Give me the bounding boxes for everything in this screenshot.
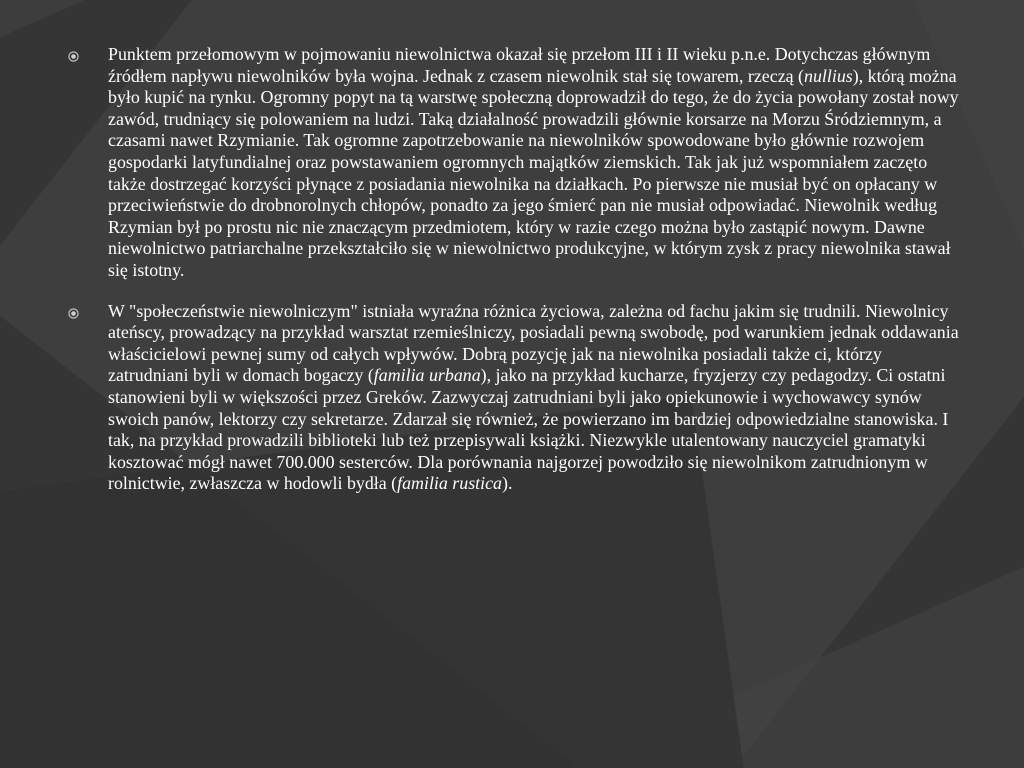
paragraph-text [108,44,966,282]
text-run: ), jako na przykład kucharze, fryzjerzy czy pedagodzy. Ci ostatni stanowieni byli w większości przez Greków. Zazwyczaj zatrudniani byli jako opiekunowie i wychowawcy synów swoich panów, lektorzy czy sekretarze. Zdarzał się również, że powierzano im bardziej odpowiedzialne stanowiska. I tak, na przykład prowadzili biblioteki lub też przepisywali książki. Niezwykle utalentowany nauczyciel gramatyki kosztować mógł nawet 700.000 sesterców. Dla porównania najgorzej powodziło się niewolnikom zatrudnionym w rolnictwie, zwłaszcza w hodowli bydła ( [108,365,949,494]
circle-bullet-icon [68,51,79,62]
text-run: ), którą można było kupić na rynku. Ogromny popyt na tą warstwę społeczną doprowadził do tego, że do życia powołany został nowy zawód, trudniący się polowaniem na ludzi. Taką działalność prowadzili głównie korsarze na Morzu Śródziemnym, a czasami nawet Rzymianie. Tak ogromne zapotrzebowanie na niewolników spowodowane było głównie rozwojem gospodarki latyfundialnej oraz powstawaniem ogromnych majątków ziemskich. Tak jak już wspomniałem zaczęto także dostrzegać korzyści płynące z posiadania niewolnika na działkach. Po pierwsze nie musiał być on opłacany w przeciwieństwie do drobnorolnych chłopów, ponadto za jego śmierć pan nie musiał odpowiadać. Niewolnik według Rzymian był po prostu nic nie znaczącym przedmiotem, który w razie czego można było zastąpić nowym. Dawne niewolnictwo patriarchalne przekształciło się w niewolnictwo produkcyjne, w którym zysk z pracy niewolnika stawał się istotny. [108,65,959,280]
bullet-item [66,44,966,282]
bullet-item [66,301,966,495]
paragraph-text [108,301,966,495]
text-run: ). [502,473,513,494]
circle-bullet-icon [68,308,79,319]
bullet-marker [66,44,108,66]
italic-term: nullius [804,65,853,86]
italic-term: familia urbana [373,365,481,386]
slide-content [66,44,966,514]
italic-term: familia rustica [397,473,503,494]
text-run: Punktem przełomowym w pojmowaniu niewolnictwa okazał się przełom III i II wieku p.n.e. Dotychczas głównym źródłem napływu niewolników była wojna. Jednak z czasem niewolnik stał się towarem, rzeczą ( [108,44,931,86]
bullet-marker [66,301,108,323]
text-run: W "społeczeństwie niewolniczym" istniała wyraźna różnica życiowa, zależna od fachu jakim się trudnili. Niewolnicy ateńscy, prowadzący na przykład warsztat rzemieślniczy, posiadali pewną swobodę, pod warunkiem jednak oddawania właścicielowi pewnej sumy od całych wpływów. Dobrą pozycję jak na niewolnika posiadali także ci, którzy zatrudniani byli w domach bogaczy ( [108,300,959,386]
